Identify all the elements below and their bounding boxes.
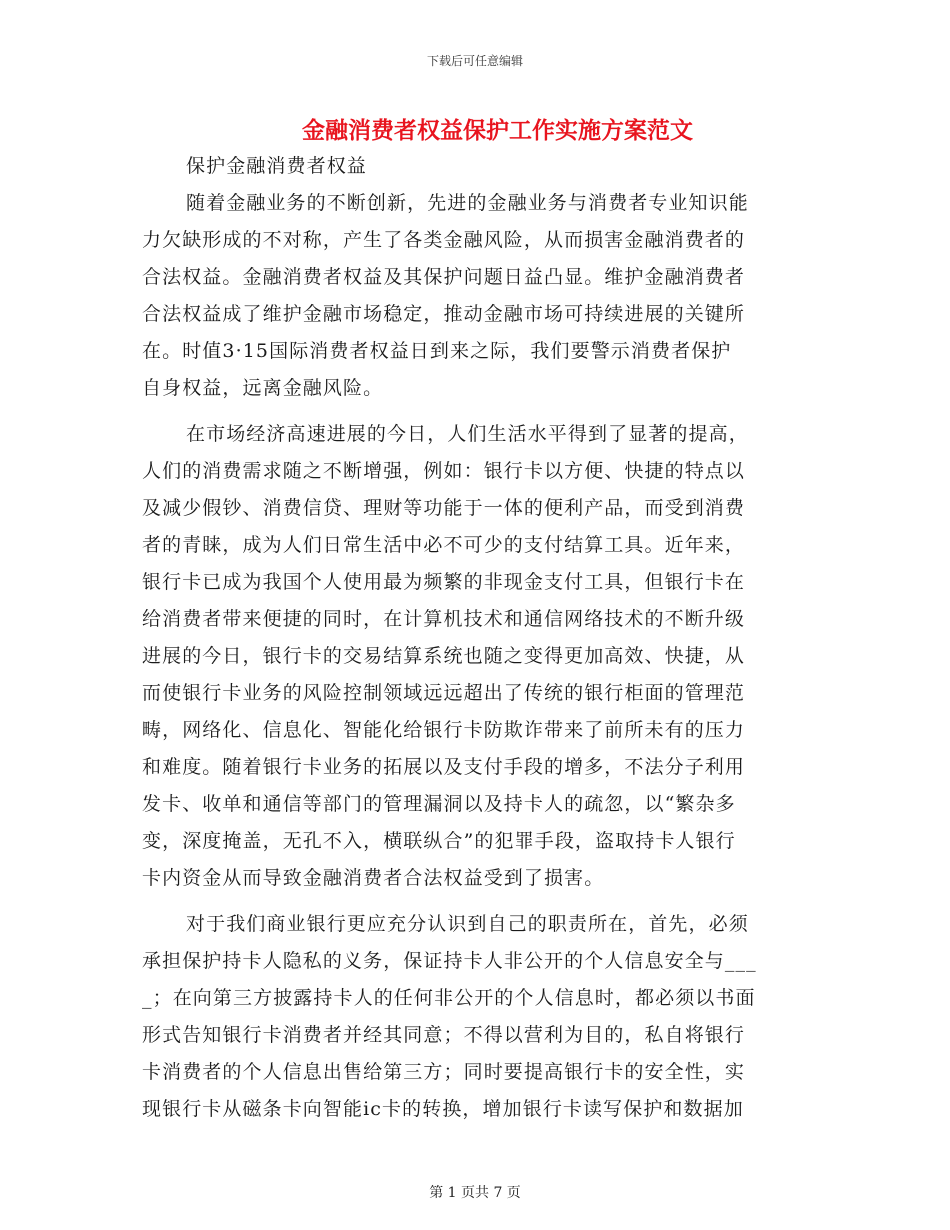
text-line: 和难度。随着银行卡业务的拓展以及支付手段的增多，不法分子利用 — [142, 756, 746, 778]
text-line: 及减少假钞、消费信贷、理财等功能于一体的便利产品，而受到消费 — [142, 497, 746, 519]
text-line: 给消费者带来便捷的同时，在计算机技术和通信网络技术的不断升级 — [142, 608, 746, 630]
text-line: 银行卡已成为我国个人使用最为频繁的非现金支付工具，但银行卡在 — [142, 571, 746, 593]
text-line: 变，深度掩盖，无孔不入，横联纵合”的犯罪手段，盗取持卡人银行 — [142, 830, 736, 852]
text-line: 力欠缺形成的不对称，产生了各类金融风险，从而损害金融消费者的 — [142, 229, 746, 251]
document-body — [142, 148, 812, 1128]
page-header-note: 下载后可任意编辑 — [426, 54, 523, 68]
text-line: 在市场经济高速进展的今日，人们生活水平得到了显著的提高， — [186, 423, 749, 445]
paragraph-3 — [142, 906, 812, 1128]
paragraph-2 — [142, 416, 812, 897]
text-line: 畴，网络化、信息化、智能化给银行卡防欺诈带来了前所未有的压力 — [142, 719, 746, 741]
text-line: 随着金融业务的不断创新，先进的金融业务与消费者专业知识能 — [186, 192, 749, 214]
text-line: _；在向第三方披露持卡人的任何非公开的个人信息时，都必须以书面 — [142, 987, 756, 1009]
text-line: 形式告知银行卡消费者并经其同意；不得以营利为目的，私自将银行 — [142, 1024, 746, 1046]
text-line: 现银行卡从磁条卡向智能ic卡的转换，增加银行卡读写保护和数据加 — [142, 1098, 744, 1120]
text-line: 进展的今日，银行卡的交易结算系统也随之变得更加高效、快捷，从 — [142, 645, 746, 667]
page-number-footer: 第 1 页共 7 页 — [429, 1185, 521, 1201]
text-line: 发卡、收单和通信等部门的管理漏洞以及持卡人的疏忽，以“繁杂多 — [142, 793, 736, 815]
text-line: 承担保护持卡人隐私的义务，保证持卡人非公开的个人信息安全与___ — [142, 950, 757, 972]
document-subtitle: 保护金融消费者权益 — [186, 155, 367, 177]
text-line: 自身权益，远离金融风险。 — [142, 377, 384, 399]
text-line: 卡内资金从而导致金融消费者合法权益受到了损害。 — [142, 867, 605, 889]
text-line: 者的青睐，成为人们日常生活中必不可少的支付结算工具。近年来， — [142, 534, 746, 556]
text-line: 在。时值3·15国际消费者权益日到来之际，我们要警示消费者保护 — [142, 340, 732, 362]
text-line: 而使银行卡业务的风险控制领域远远超出了传统的银行柜面的管理范 — [142, 682, 746, 704]
text-line: 合法权益成了维护金融市场稳定，推动金融市场可持续进展的关键所 — [142, 303, 746, 325]
text-line: 卡消费者的个人信息出售给第三方；同时要提高银行卡的安全性，实 — [142, 1061, 746, 1083]
text-line: 对于我们商业银行更应充分认识到自己的职责所在，首先，必须 — [186, 913, 749, 935]
paragraph-1 — [142, 185, 812, 407]
text-line: 合法权益。金融消费者权益及其保护问题日益凸显。维护金融消费者 — [142, 266, 746, 288]
text-line: 人们的消费需求随之不断增强，例如：银行卡以方便、快捷的特点以 — [142, 460, 746, 482]
document-title: 金融消费者权益保护工作实施方案范文 — [302, 117, 693, 144]
